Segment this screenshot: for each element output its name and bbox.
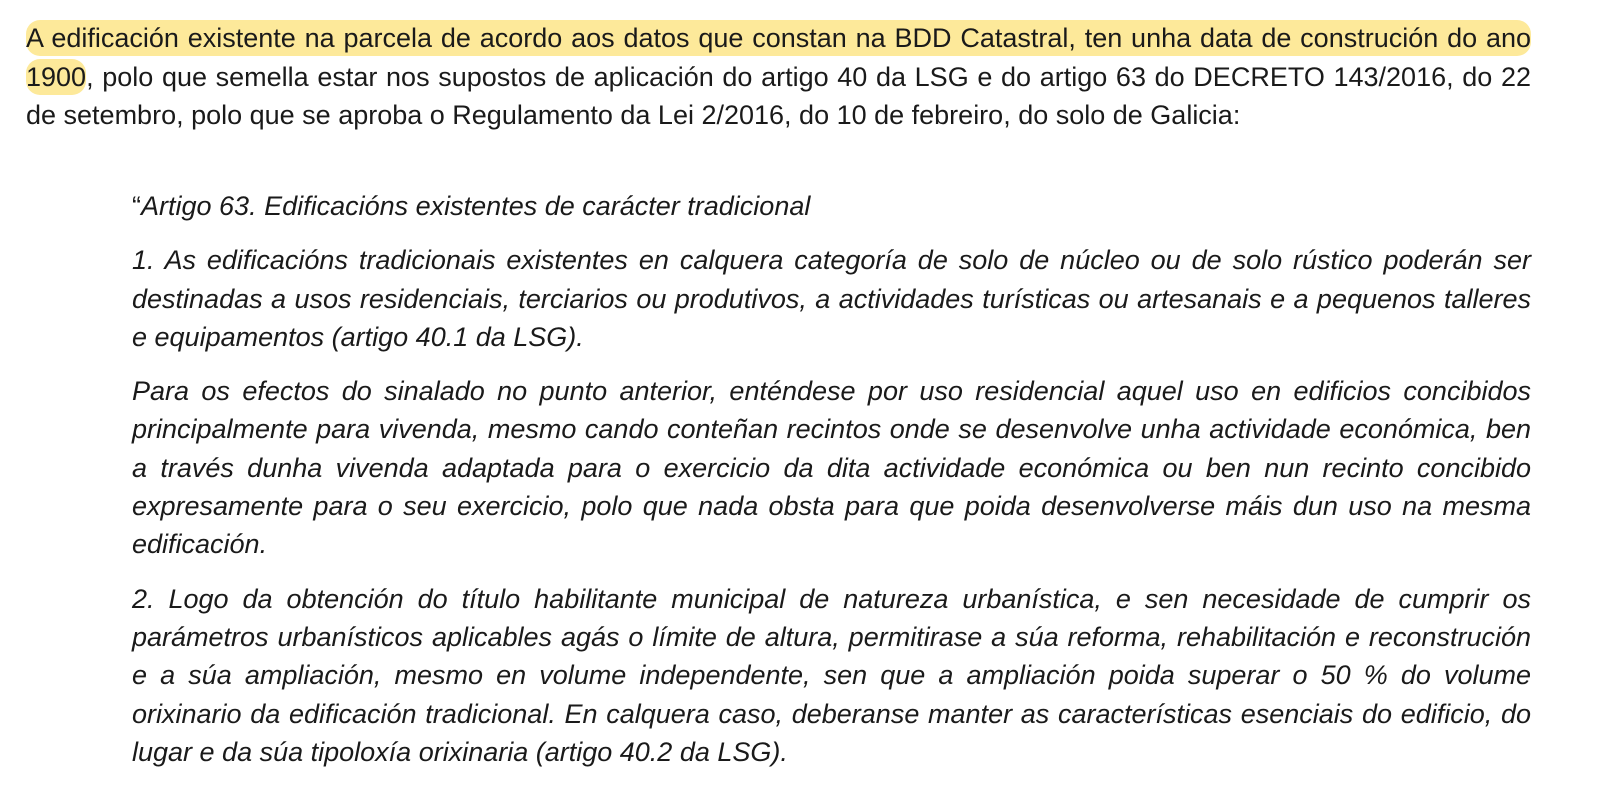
intro-rest-text: , polo que semella estar nos supostos de aplicación do artigo 40 da LSG e do artigo 63 do DECRETO 143/2016, do 22 de setembro, polo que se aproba o Regulamento da Lei 2/2016, do 10 de febreiro, do solo de Galicia:: [26, 61, 1531, 130]
opening-quote-mark: “: [132, 191, 141, 221]
article-paragraph-1: 1. As edificacións tradicionais existentes en calquera categoría de solo de núcleo ou de solo rústico poderán ser destinadas a usos residenciais, terciarios ou produtivos, a actividades turísticas ou artesanais e a pequenos talleres e equipamentos (artigo 40.1 da LSG).: [132, 245, 1531, 352]
article-paragraph-2: Para os efectos do sinalado no punto anterior, enténdese por uso residencial aquel uso en edificios concibidos principalmente para vivenda, mesmo cando conteñan recintos onde se desenvolve unha actividade económica, ben a través dunha vivenda adaptada para o exercicio da dita actividade económica ou ben nun recinto concibido expresamente para o seu exercicio, polo que nada obsta para que poida desenvolverse máis dun uso na mesma edificación.: [132, 376, 1531, 560]
intro-paragraph: [26, 19, 1531, 135]
article-title: [132, 187, 1531, 225]
article-paragraph-3: 2. Logo da obtención do título habilitante municipal de natureza urbanística, e sen necesidade de cumprir os parámetros urbanísticos aplicables agás o límite de altura, permitirase a súa reforma, rehabilitación e reconstrución e a súa ampliación, mesmo en volume independente, sen que a ampliación poida superar o 50 % do volume orixinario da edificación tradicional. En calquera caso, deberanse manter as características esenciais do edificio, do lugar e da súa tipoloxía orixinaria (artigo 40.2 da LSG).: [132, 583, 1531, 767]
article-title-text: Artigo 63. Edificacións existentes de carácter tradicional: [141, 191, 811, 221]
highlighted-text: A edificación existente na parcela de acordo aos datos que constan na BDD Catastral, ten unha data de construción do ano 1900: [26, 20, 1531, 95]
quoted-article: [132, 187, 1531, 771]
